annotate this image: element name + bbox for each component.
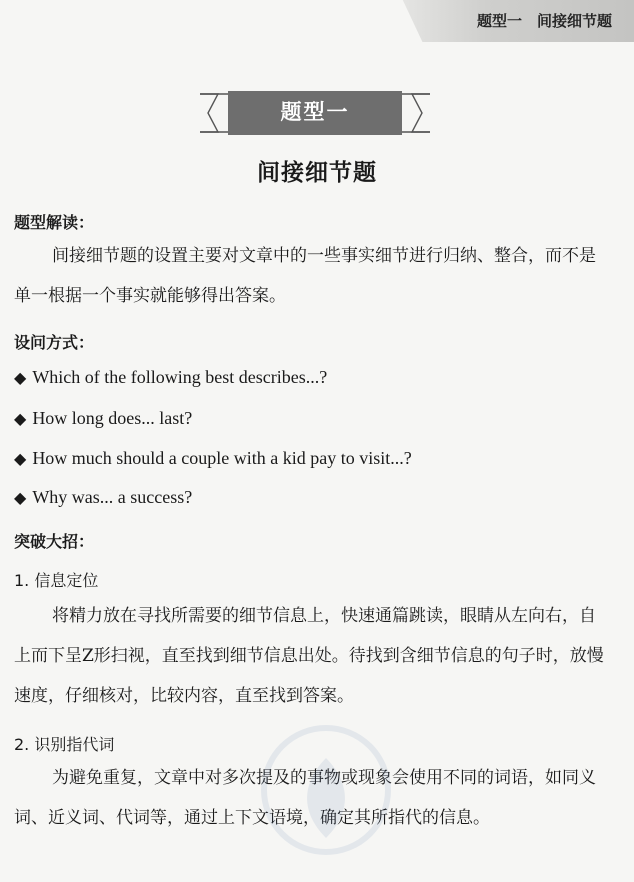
question-form-text: How much should a couple with a kid pay to visit...? — [32, 448, 412, 468]
diamond-bullet-icon: ◆ — [14, 488, 27, 507]
question-form-item — [14, 487, 192, 508]
question-forms-label: 设问方式： — [14, 333, 95, 352]
question-form-text: How long does... last? — [32, 408, 193, 428]
question-form-text: Which of the following best describes...? — [32, 367, 328, 387]
page-title: 间接细节题 — [257, 159, 377, 186]
tip1-heading: 1. 信息定位 — [14, 571, 99, 590]
tip2-text: 为避免重复，文章中对多次提及的事物或现象会使用不同的词语，如同义词、近义词、代词等，通过上下文语境，确定其所指代的信息。 — [14, 768, 596, 828]
interpretation-label: 题型解读： — [14, 213, 95, 232]
diamond-bullet-icon: ◆ — [14, 409, 27, 428]
section-banner — [196, 88, 434, 138]
diamond-bullet-icon: ◆ — [14, 449, 27, 468]
question-form-item — [14, 448, 412, 469]
question-form-item — [14, 408, 192, 429]
tips-label: 突破大招： — [14, 532, 95, 551]
running-header: 题型一 间接细节题 — [476, 12, 612, 30]
interpretation-text: 间接细节题的设置主要对文章中的一些事实细节进行归纳、整合，而不是单一根据一个事实就能够得出答案。 — [14, 246, 596, 306]
tip2-heading: 2. 识别指代词 — [14, 735, 115, 754]
diamond-bullet-icon: ◆ — [14, 368, 27, 387]
question-form-item — [14, 367, 327, 388]
banner-label: 题型一 — [280, 99, 350, 124]
tip1-text: 将精力放在寻找所需要的细节信息上，快速通篇跳读，眼睛从左向右，自上而下呈Z形扫视，直至找到细节信息出处。待找到含细节信息的句子时，放慢速度，仔细核对，比较内容，直至找到答案。 — [14, 606, 604, 706]
question-form-text: Why was... a success? — [32, 487, 193, 507]
